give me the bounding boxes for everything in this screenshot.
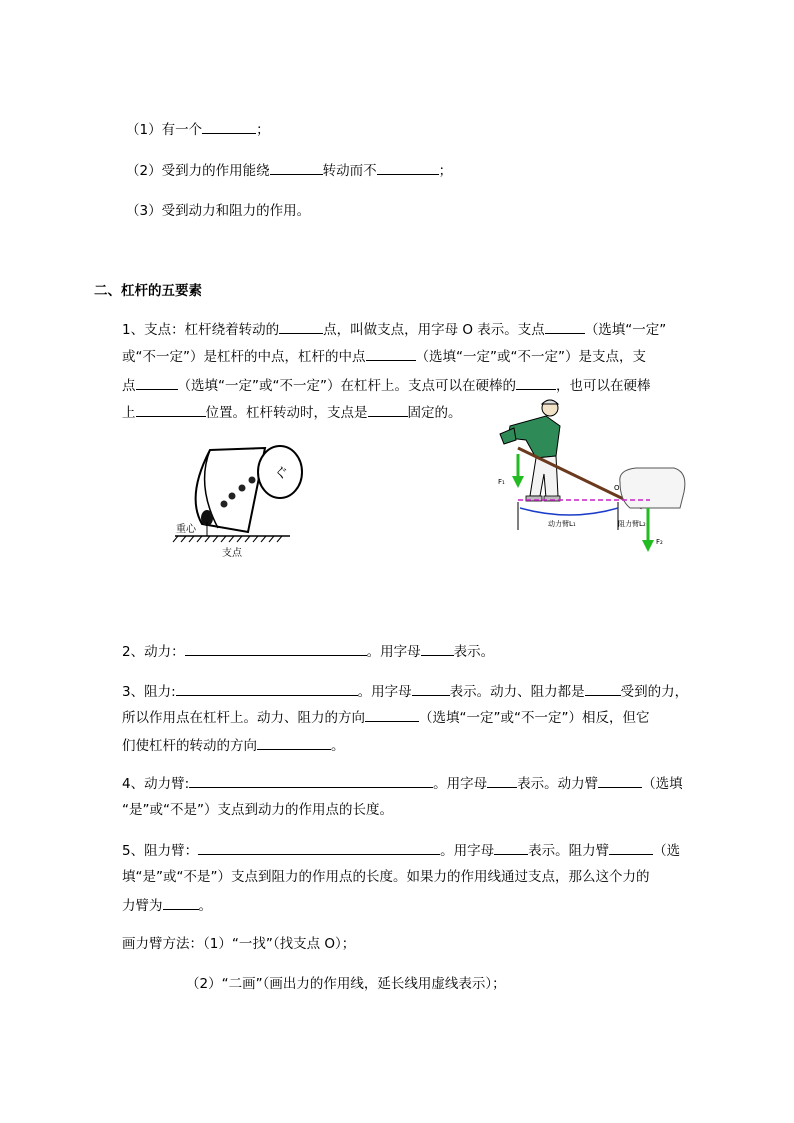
p5-line-3: 力臂为 。	[122, 898, 212, 914]
blank[interactable]	[412, 683, 450, 696]
brace	[520, 508, 618, 515]
barrel-figure	[170, 436, 300, 566]
l2-label: 阻力臂L₂	[618, 520, 646, 528]
blank[interactable]	[421, 643, 454, 656]
blank[interactable]	[366, 348, 416, 361]
l1-label: 动力臂L₁	[548, 520, 576, 528]
blank[interactable]	[585, 683, 621, 696]
blank[interactable]	[368, 404, 408, 417]
p2-line: 2、动力： 。用字母 表示。	[122, 644, 495, 660]
p3-line-2: 所以作用点在杠杆上。动力、阻力的方向 （选填“一定”或“不一定”）相反，但它	[122, 710, 650, 726]
blank[interactable]	[176, 683, 358, 696]
p4-line-1: 4、动力臂: 。用字母 表示。动力臂 （选填	[122, 776, 683, 792]
blank[interactable]	[202, 121, 256, 134]
fulcrum-label: 支点	[222, 548, 242, 559]
f2-label: F₂	[656, 538, 663, 546]
f2-arrowhead	[642, 540, 654, 552]
blank[interactable]	[377, 162, 439, 175]
method-line-2: （2）“二画”（画出力的作用线，延长线用虚线表示）；	[186, 976, 506, 992]
blank[interactable]	[270, 162, 323, 175]
p3-line-3: 们使杠杆的转动的方向 。	[122, 738, 345, 754]
intro-item-2: （2）受到力的作用能绕 转动而不 ；	[126, 163, 453, 179]
crowbar-figure	[490, 396, 690, 561]
blank[interactable]	[487, 775, 517, 788]
blank[interactable]	[257, 737, 331, 750]
blank[interactable]	[598, 775, 642, 788]
p1-line-3: 点 （选填“一定”或“不一定”）在杠杆上。支点可以在硬棒的 ，也可以在硬棒	[122, 378, 651, 394]
p1-line-2: 或“不一定”）是杠杆的中点，杠杆的中点 （选填“一定”或“不一定”）是支点，支	[122, 349, 646, 365]
p5-line-2: 填“是”或“不是”）支点到阻力的作用点的长度。如果力的作用线通过支点，那么这个力的	[122, 869, 650, 885]
method-line-1: 画力臂方法：（1）“一找”（找支点 O）；	[122, 936, 356, 952]
blank[interactable]	[189, 775, 433, 788]
gravity-center-label: 重心	[176, 524, 196, 535]
blank[interactable]	[136, 404, 206, 417]
blank[interactable]	[198, 842, 440, 855]
p1-line-4: 上 位置。杠杆转动时，支点是 固定的。	[122, 405, 462, 421]
section-heading: 二、杠杆的五要素	[94, 283, 202, 299]
o-label: O	[614, 484, 620, 492]
blank[interactable]	[163, 897, 199, 910]
blank[interactable]	[545, 321, 585, 334]
f1-arrowhead	[512, 476, 524, 488]
blank[interactable]	[494, 842, 528, 855]
intro-item-3: （3）受到动力和阻力的作用。	[126, 203, 311, 219]
svg-text:ぐ: ぐ	[274, 466, 288, 482]
blank[interactable]	[365, 709, 419, 722]
f1-label: F₁	[498, 478, 505, 486]
blank[interactable]	[609, 842, 653, 855]
blank[interactable]	[136, 377, 178, 390]
p1-line-1: 1、支点：杠杆绕着转动的 点，叫做支点，用字母 O 表示。支点 （选填“一定”	[122, 322, 667, 338]
intro-item-1: （1）有一个 ；	[126, 122, 270, 138]
pig-load	[620, 468, 685, 508]
blank[interactable]	[185, 643, 367, 656]
blank[interactable]	[279, 321, 323, 334]
blank[interactable]	[516, 377, 556, 390]
p5-line-1: 5、阻力臂： 。用字母 表示。阻力臂 （选	[122, 843, 681, 859]
p4-line-2: “是”或“不是”）支点到动力的作用点的长度。	[122, 802, 393, 818]
p3-line-1: 3、阻力: 。用字母 表示。动力、阻力都是 受到的力，	[122, 684, 689, 700]
